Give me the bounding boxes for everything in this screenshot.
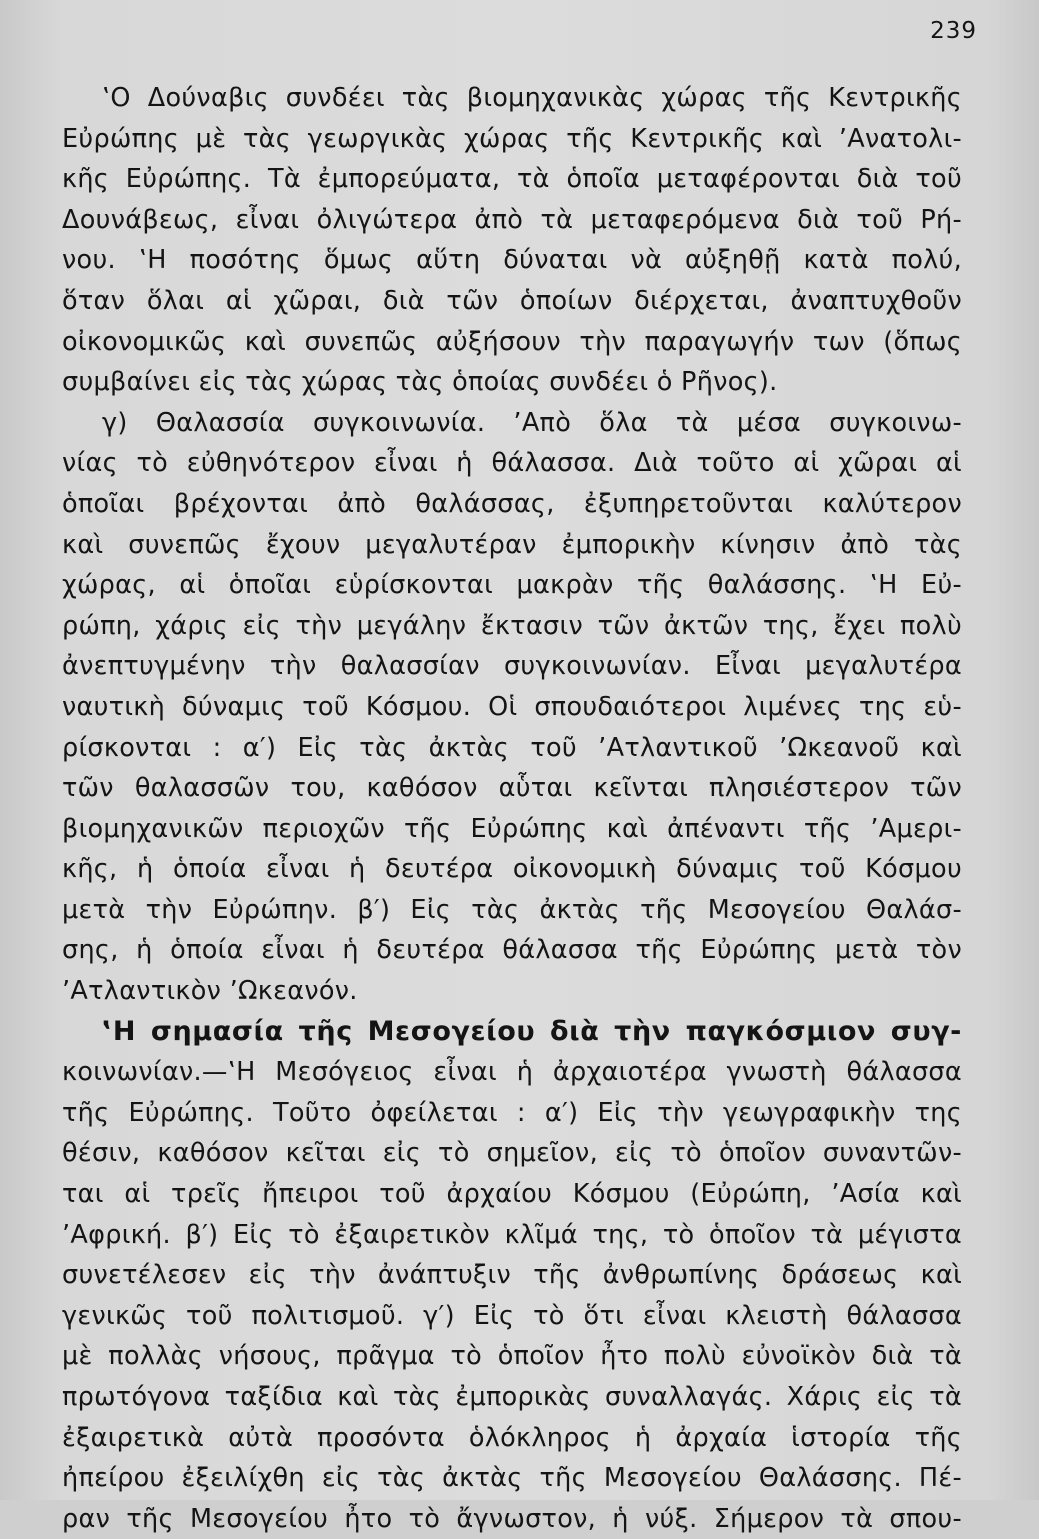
text-line: χώρας, αἱ ὁποῖαι εὑρίσκονται μακρὰν τῆς θαλάσσης. ‛Η Εὐ-: [62, 570, 962, 601]
text-line: ‛Ο Δούναβις συνδέει τὰς βιομηχανικὰς χώρας τῆς Κεντρικῆς: [102, 83, 962, 113]
text-line: ται αἱ τρεῖς ἤπειροι τοῦ ἀρχαίου Κόσμου (Εὐρώπη, ’Ασία καὶ: [62, 1179, 962, 1210]
text-line: οἰκονομικῶς καὶ συνεπῶς αὐξήσουν τὴν παραγωγήν των (ὅπως: [62, 326, 962, 357]
text-line: μετὰ τὴν Εὐρώπην. β′) Εἰς τὰς ἀκτὰς τῆς Μεσογείου Θαλάσ-: [62, 894, 962, 925]
text-line: σης, ἡ ὁποία εἶναι ἡ δευτέρα θάλασσα τῆς Εὐρώπης μετὰ τὸν: [62, 935, 962, 966]
text-line: ἠπείρου ἐξειλίχθη εἰς τὰς ἀκτὰς τῆς Μεσογείου Θαλάσσης. Πέ-: [62, 1463, 962, 1494]
text-line: Δουνάβεως, εἶναι ὀλιγώτερα ἀπὸ τὰ μεταφερόμενα διὰ τοῦ Ρή-: [62, 204, 962, 235]
text-line: ναυτικὴ δύναμις τοῦ Κόσμου. Οἱ σπουδαιότεροι λιμένες της εὑ-: [62, 691, 962, 722]
text-line: γενικῶς τοῦ πολιτισμοῦ. γ′) Εἰς τὸ ὅτι εἶναι κλειστὴ θάλασσα: [62, 1300, 962, 1331]
text-line: ρίσκονται : α′) Εἰς τὰς ἀκτὰς τοῦ ’Ατλαντικοῦ ’Ωκεανοῦ καὶ: [62, 732, 962, 763]
section-heading: ‛Η σημασία τῆς Μεσογείου διὰ τὴν παγκόσμιον συγ-: [102, 1015, 962, 1047]
text-line: μὲ πολλὰς νήσους, πρᾶγμα τὸ ὁποῖον ἦτο πολὺ εὐνοϊκὸν διὰ τὰ: [62, 1341, 962, 1372]
text-line: ἀνεπτυγμένην τὴν θαλασσίαν συγκοινωνίαν. Εἶναι μεγαλυτέρα: [62, 651, 962, 682]
text-line: ’Αφρική. β′) Εἰς τὸ ἐξαιρετικὸν κλῖμά της, τὸ ὁποῖον τὰ μέγιστα: [62, 1219, 962, 1250]
body-text: [62, 78, 962, 1539]
text-line: βιομηχανικῶν περιοχῶν τῆς Εὐρώπης καὶ ἀπέναντι τῆς ’Αμερι-: [62, 813, 962, 844]
text-line: νίας τὸ εὐθηνότερον εἶναι ἡ θάλασσα. Διὰ τοῦτο αἱ χῶραι αἱ: [62, 448, 962, 479]
text-line: πρωτόγονα ταξίδια καὶ τὰς ἐμπορικὰς συναλλαγάς. Χάρις εἰς τὰ: [62, 1382, 962, 1412]
text-line: θέσιν, καθόσον κεῖται εἰς τὸ σημεῖον, εἰς τὸ ὁποῖον συναντῶν-: [62, 1138, 962, 1169]
text-line: κῆς Εὐρώπης. Τὰ ἐμπορεύματα, τὰ ὁποῖα μεταφέρονται διὰ τοῦ: [62, 164, 962, 195]
text-line: ραν τῆς Μεσογείου ἦτο τὸ ἄγνωστον, ἡ νύξ. Σήμερον τὰ σπου-: [62, 1503, 962, 1534]
text-line: κοινωνίαν.—‛Η Μεσόγειος εἶναι ἡ ἀρχαιοτέρα γνωστὴ θάλασσα: [62, 1057, 962, 1088]
subsection-line: γ) Θαλασσία συγκοινωνία. ’Απὸ ὅλα τὰ μέσα συγκοινω-: [102, 407, 962, 438]
text-line: κῆς, ἡ ὁποία εἶναι ἡ δευτέρα οἰκονομικὴ δύναμις τοῦ Κόσμου: [62, 854, 962, 885]
text-line: ρώπη, χάρις εἰς τὴν μεγάλην ἔκτασιν τῶν ἀκτῶν της, ἔχει πολὺ: [62, 610, 962, 641]
text-line: τῶν θαλασσῶν του, καθόσον αὗται κεῖνται πλησιέστερον τῶν: [62, 773, 962, 804]
text-line: τῆς Εὐρώπης. Τοῦτο ὀφείλεται : α′) Εἰς τὴν γεωγραφικὴν της: [62, 1097, 962, 1128]
text-line: ’Ατλαντικὸν ’Ωκεανόν.: [62, 976, 358, 1007]
page-number: 239: [930, 18, 977, 44]
text-line: ἐξαιρετικὰ αὐτὰ προσόντα ὁλόκληρος ἡ ἀρχαία ἱστορία τῆς: [62, 1422, 962, 1453]
text-line: ὁποῖαι βρέχονται ἀπὸ θαλάσσας, ἐξυπηρετοῦνται καλύτερον: [62, 488, 962, 519]
text-line: νου. ‛Η ποσότης ὅμως αὕτη δύναται νὰ αὐξηθῇ κατὰ πολύ,: [62, 245, 962, 276]
text-line: καὶ συνεπῶς ἔχουν μεγαλυτέραν ἐμπορικὴν κίνησιν ἀπὸ τὰς: [62, 529, 962, 560]
text-line: συμβαίνει εἰς τὰς χώρας τὰς ὁποίας συνδέει ὁ Ρῆνος).: [62, 367, 778, 398]
text-line: συνετέλεσεν εἰς τὴν ἀνάπτυξιν τῆς ἀνθρωπίνης δράσεως καὶ: [62, 1260, 962, 1291]
text-line: ὅταν ὅλαι αἱ χῶραι, διὰ τῶν ὁποίων διέρχεται, ἀναπτυχθοῦν: [62, 285, 962, 316]
text-line: Εὐρώπης μὲ τὰς γεωργικὰς χώρας τῆς Κεντρικῆς καὶ ’Ανατολι-: [62, 123, 962, 154]
